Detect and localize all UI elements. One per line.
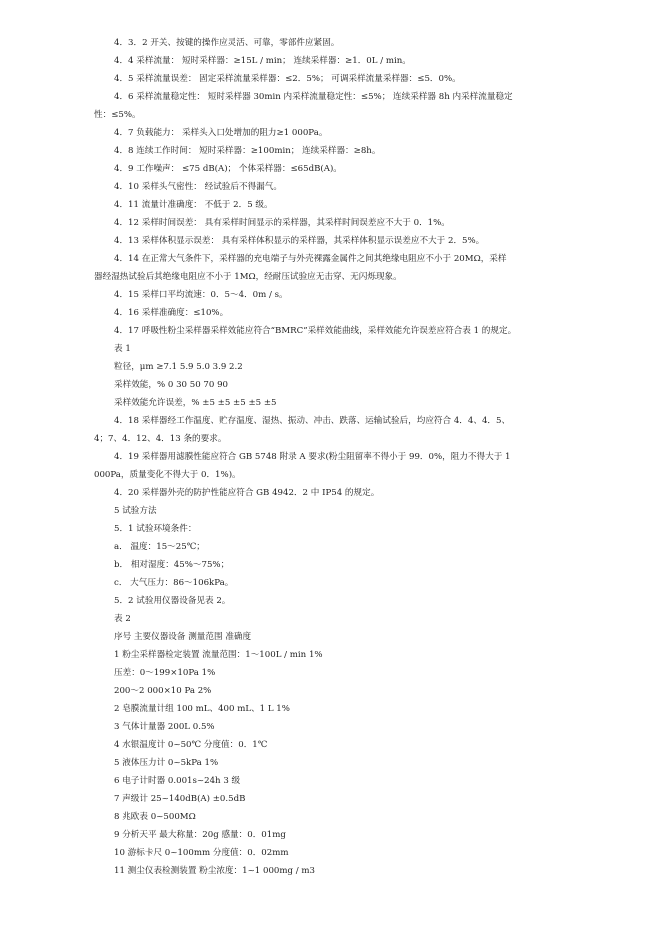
text-line: 7 声级计 25~140dB(A) ±0.5dB bbox=[114, 794, 246, 804]
text-line: 11 测尘仪表检测装置 粉尘浓度：1~1 000mg / m3 bbox=[114, 866, 316, 876]
text-line: 4．4 采样流量： 短时采样器：≥15L / min； 连续采样器：≥1．0L / min。 bbox=[114, 56, 411, 66]
text-line: 200～2 000×10 Pa 2% bbox=[114, 686, 212, 696]
text-line: 5 试验方法 bbox=[114, 506, 157, 516]
text-line: 4．19 采样器用滤膜性能应符合 GB 5748 附录 A 要求(粉尘阻留率不得小于 99．0%，阻力不得大于 1 bbox=[114, 452, 511, 462]
text-line: b． 相对湿度：45%～75%； bbox=[114, 560, 230, 570]
text-line: 粒径，μm ≥7.1 5.9 5.0 3.9 2.2 bbox=[114, 362, 243, 372]
text-line: 表 2 bbox=[114, 614, 131, 624]
text-line: 4．3．2 开关、按键的操作应灵活、可靠，零部件应紧固。 bbox=[114, 38, 340, 48]
text-line: 4；7、4．12、4．13 条的要求。 bbox=[94, 434, 227, 444]
text-line: 4．12 采样时间误差： 具有采样时间显示的采样器，其采样时间误差应不大于 0．1%。 bbox=[114, 218, 450, 228]
text-line: 4．20 采样器外壳的防护性能应符合 GB 4942．2 中 IP54 的规定。 bbox=[114, 488, 380, 498]
text-line: 序号 主要仪器设备 测量范围 准确度 bbox=[114, 632, 252, 642]
text-line: 10 游标卡尺 0~100mm 分度值：0．02mm bbox=[114, 848, 289, 858]
text-line: 4．7 负载能力： 采样头入口处增加的阻力≥1 000Pa。 bbox=[114, 128, 328, 138]
text-line: 9 分析天平 最大称量：20g 感量：0．01mg bbox=[114, 830, 286, 840]
text-line: 4．11 流量计准确度： 不低于 2．5 级。 bbox=[114, 200, 273, 210]
text-line: a． 温度：15～25℃； bbox=[114, 542, 205, 552]
text-line: 4．9 工作噪声： ≤75 dB(A)； 个体采样器：≤65dB(A)。 bbox=[114, 164, 342, 174]
text-line: 2 皂膜流量计组 100 mL、400 mL、1 L 1% bbox=[114, 704, 290, 714]
text-line: 器经湿热试验后其绝缘电阻应不小于 1MΩ，经耐压试验应无击穿、无闪烁现象。 bbox=[94, 272, 402, 282]
text-line: 4．14 在正常大气条件下，采样器的充电端子与外壳裸露金属件之间其绝缘电阻应不小于 20MΩ，采样 bbox=[114, 254, 507, 264]
text-line: 5．2 试验用仪器设备见表 2。 bbox=[114, 596, 231, 606]
text-line: 压差：0～199×10Pa 1% bbox=[114, 668, 216, 678]
text-line: 1 粉尘采样器检定装置 流量范围：1～100L / min 1% bbox=[114, 650, 323, 660]
text-line: 000Pa，质量变化不得大于 0．1%)。 bbox=[94, 470, 241, 480]
text-line: 性：≤5%。 bbox=[94, 110, 141, 120]
text-line: c． 大气压力：86～106kPa。 bbox=[114, 578, 234, 588]
text-line: 4 水银温度计 0~50℃ 分度值：0．1℃ bbox=[114, 740, 268, 750]
text-line: 4．6 采样流量稳定性： 短时采样器 30min 内采样流量稳定性：≤5%； 连续采样器 8h 内采样流量稳定 bbox=[114, 92, 513, 102]
text-line: 4．16 采样准确度：≤10%。 bbox=[114, 308, 229, 318]
text-line: 5．1 试验环境条件： bbox=[114, 524, 197, 534]
text-line: 4．5 采样流量误差： 固定采样流量采样器：≤2．5%； 可调采样流量采样器：≤5．0%。 bbox=[114, 74, 461, 84]
text-line: 4．17 呼吸性粉尘采样器采样效能应符合“BMRC”采样效能曲线，采样效能允许误差应符合表 1 的规定。 bbox=[114, 326, 517, 336]
text-line: 表 1 bbox=[114, 344, 131, 354]
text-line: 4．15 采样口平均流速：0．5～4．0m / s。 bbox=[114, 290, 288, 300]
text-line: 3 气体计量器 200L 0.5% bbox=[114, 722, 215, 732]
text-line: 8 兆欧表 0~500MΩ bbox=[114, 812, 196, 822]
text-line: 6 电子计时器 0.001s~24h 3 级 bbox=[114, 776, 241, 786]
text-line: 4．13 采样体积显示误差： 具有采样体积显示的采样器，其采样体积显示误差应不大于 2．5%。 bbox=[114, 236, 485, 246]
text-line: 5 液体压力计 0~5kPa 1% bbox=[114, 758, 219, 768]
document-page bbox=[94, 34, 574, 880]
text-line: 4．18 采样器经工作温度、贮存温度、湿热、振动、冲击、跌落、运输试验后，均应符合 4．4、4．5、 bbox=[114, 416, 511, 426]
text-line: 4．10 采样头气密性： 经试验后不得漏气。 bbox=[114, 182, 282, 192]
text-line: 采样效能，% 0 30 50 70 90 bbox=[114, 380, 229, 390]
text-line: 采样效能允许误差，% ±5 ±5 ±5 ±5 ±5 bbox=[114, 398, 277, 408]
text-line: 4．8 连续工作时间： 短时采样器：≥100min； 连续采样器：≥8h。 bbox=[114, 146, 381, 156]
